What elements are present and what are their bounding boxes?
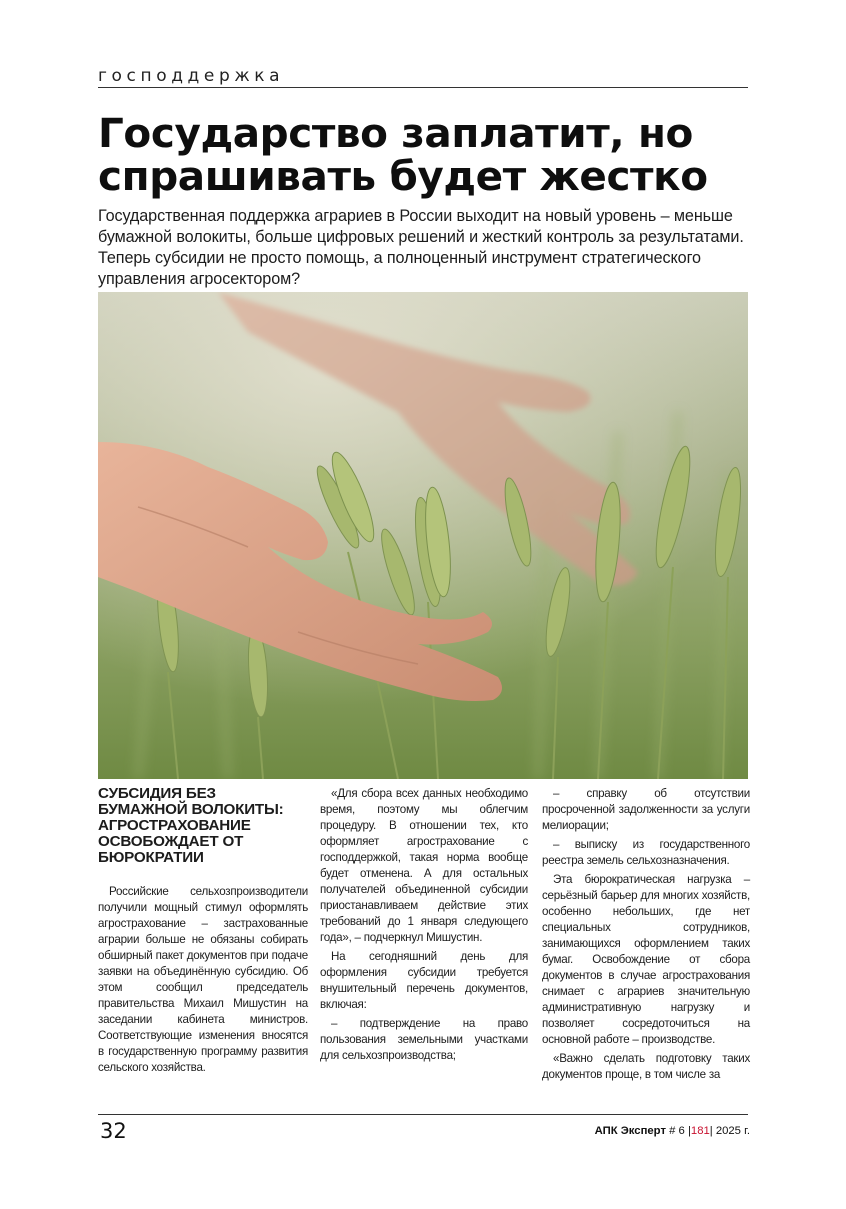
magazine-footer [585, 1125, 750, 1137]
article-headline: Государство заплатит, но спрашивать будет жестко [98, 109, 708, 200]
issue-total: 181 [690, 1125, 710, 1137]
section-label: господдержка [98, 66, 285, 86]
paragraph: «Для сбора всех данных необходимо время, поэтому мы облегчим процедуру. В отношении тех, кто оформляет агрострахование с господдержкой, такая норма вообще будет отменена. А для остальных получателей объединенной субсидии приостанавливаем действие этих требований до 1 января следующего года», – подчеркнул Мишустин. [320, 787, 528, 944]
hands-wheat-illustration [98, 292, 748, 779]
article-subheading: СУБСИДИЯ БЕЗ БУМАЖНОЙ ВОЛОКИТЫ: АГРОСТРАХОВАНИЕ ОСВОБОЖДАЕТ ОТ БЮРОКРАТИИ [98, 785, 284, 866]
page-number: 32 [100, 1119, 127, 1143]
paragraph: Эта бюрократическая нагрузка – серьёзный барьер для многих хозяйств, особенно небольших, где нет специальных сотрудников, занимающихся оформлением таких бумаг. Освобождение от сбора документов в случае агрострахования снимает с аграриев значительную административную нагрузку и позволяет сосредоточиться на основной работе – производстве. [542, 873, 750, 1046]
paragraph: – справку об отсутствии просроченной задолженности за услуги мелиорации; [542, 787, 750, 832]
article-photo [98, 292, 748, 779]
paragraph: – подтверждение на право пользования земельными участками для сельхозпроизводства; [320, 1017, 528, 1062]
article-column-3 [542, 786, 750, 1086]
article-column-2 [320, 786, 528, 1067]
magazine-name: АПК Эксперт [594, 1125, 666, 1137]
article-lead: Государственная поддержка аграриев в России выходит на новый уровень – меньше бумажной волокиты, больше цифровых решений и жесткий контроль за результатами. Теперь субсидии не просто помощь, а полноценный инструмент стратегического управления агросектором? [98, 207, 744, 288]
paragraph: Российские сельхозпроизводители получили мощный стимул оформлять агрострахование – застрахованные аграрии больше не обязаны собирать обширный пакет документов при подаче заявки на объединённую субсидию. Об этом сообщил председатель правительства Михаил Мишустин на заседании кабинета министров. Соответствующие изменения вносятся в государственную программу развития сельского хозяйства. [98, 885, 308, 1074]
paragraph: На сегодняшний день для оформления субсидии требуется внушительный перечень документов, включая: [320, 950, 528, 1011]
paragraph: «Важно сделать подготовку таких документов проще, в том числе за [542, 1052, 750, 1081]
top-divider [98, 87, 748, 88]
issue-prefix: # 6 | [669, 1125, 691, 1137]
bottom-divider [98, 1114, 748, 1115]
article-column-1 [98, 786, 308, 1079]
issue-suffix: | 2025 г. [709, 1125, 750, 1137]
paragraph: – выписку из государственного реестра земель сельхозназначения. [542, 838, 750, 867]
